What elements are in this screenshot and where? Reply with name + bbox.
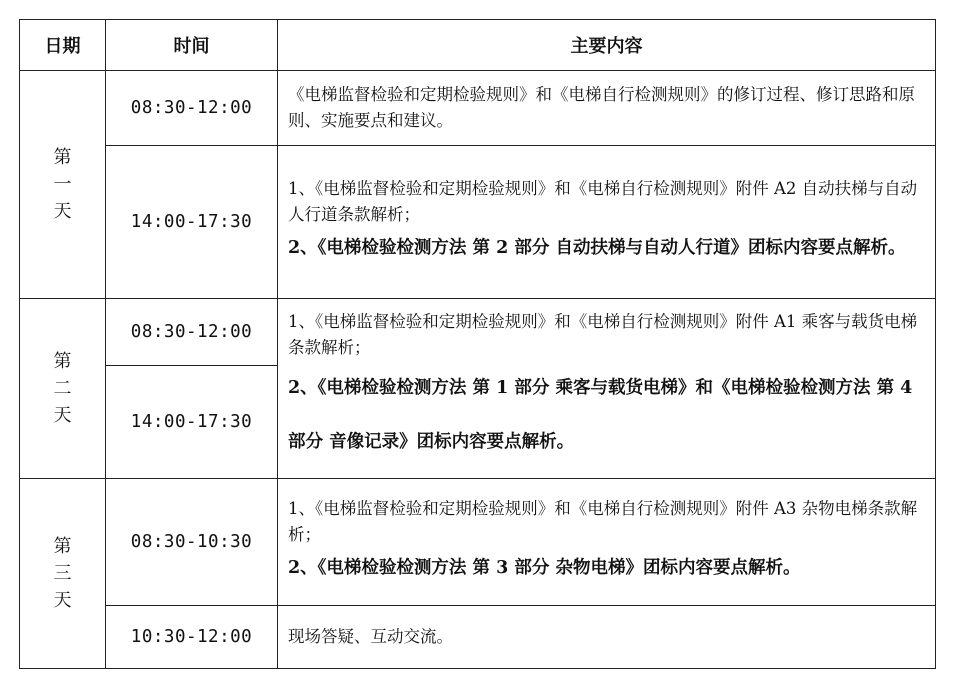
time-cell: 10:30-12:00 [106, 606, 278, 669]
day-char: 天 [53, 590, 72, 611]
time-cell: 08:30-12:00 [106, 299, 278, 366]
table-row [20, 71, 936, 146]
content-cell [278, 71, 936, 146]
header-row [20, 20, 936, 71]
time-cell: 14:00-17:30 [106, 366, 278, 479]
day-char: 第 [53, 147, 72, 168]
table-row [20, 606, 936, 669]
day-three-cell [20, 479, 106, 669]
content-cell [278, 146, 936, 299]
day-char: 第 [53, 536, 72, 557]
time-cell: 08:30-12:00 [106, 71, 278, 146]
day-char: 一 [53, 174, 72, 195]
content-line: 现场答疑、互动交流。 [288, 627, 453, 646]
content-cell [278, 299, 936, 479]
table-row [20, 479, 936, 606]
content-line: 1、《电梯监督检验和定期检验规则》和《电梯自行检测规则》附件 A2 自动扶梯与自动人行道条款解析； [288, 179, 918, 224]
day-char: 二 [53, 378, 72, 399]
header-date: 日期 [20, 20, 106, 71]
time-cell: 14:00-17:30 [106, 146, 278, 299]
schedule-table [19, 19, 936, 669]
content-line: 1、《电梯监督检验和定期检验规则》和《电梯自行检测规则》附件 A3 杂物电梯条款解析； [288, 499, 918, 544]
content-line-bold: 2、《电梯检验检测方法 第 2 部分 自动扶梯与自动人行道》团标内容要点解析。 [288, 238, 906, 258]
header-time: 时间 [106, 20, 278, 71]
content-line: 1、《电梯监督检验和定期检验规则》和《电梯自行检测规则》附件 A1 乘客与载货电梯条款解析； [288, 311, 918, 357]
time-cell: 08:30-10:30 [106, 479, 278, 606]
day-char: 第 [53, 351, 72, 372]
day-one-cell [20, 71, 106, 299]
header-content: 主要内容 [278, 20, 936, 71]
day-two-cell [20, 299, 106, 479]
content-cell [278, 479, 936, 606]
content-cell [278, 606, 936, 669]
content-line-bold: 2、《电梯检验检测方法 第 3 部分 杂物电梯》团标内容要点解析。 [288, 558, 801, 578]
day-char: 三 [53, 563, 72, 584]
table-row [20, 146, 936, 299]
day-char: 天 [53, 201, 72, 222]
content-line-bold: 2、《电梯检验检测方法 第 1 部分 乘客与载货电梯》和《电梯检验检测方法 第 4 部分 音像记录》团标内容要点解析。 [288, 377, 913, 452]
table-row [20, 299, 936, 366]
content-line: 《电梯监督检验和定期检验规则》和《电梯自行检测规则》的修订过程、修订思路和原则、实施要点和建议。 [288, 85, 915, 130]
day-char: 天 [53, 405, 72, 426]
